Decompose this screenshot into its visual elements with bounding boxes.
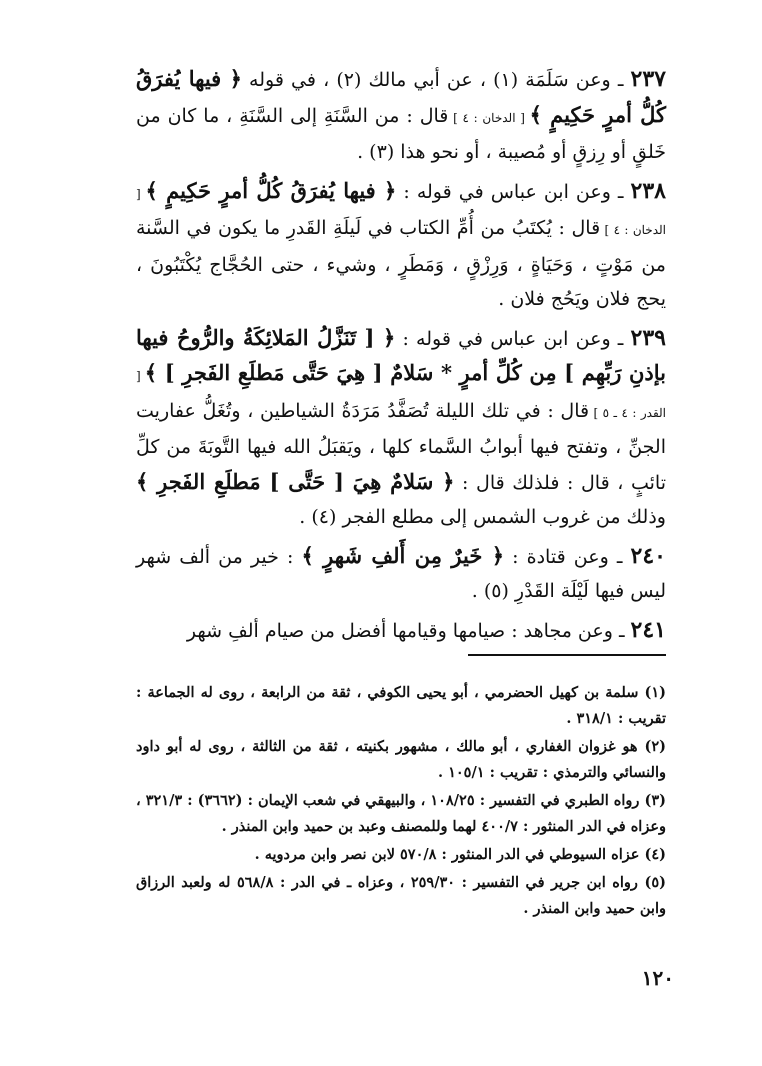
entry-text: ـ وعن سَلَمَة (١) ، عن أبي مالك (٢) ، في قوله bbox=[241, 69, 631, 91]
quran-verse: ﴿ خَيرٌ مِن أَلفِ شَهرٍ ﴾ bbox=[301, 542, 504, 568]
entry-number: ٢٣٩ bbox=[630, 324, 666, 351]
entry-text: ـ وعن ابن عباس في قوله : bbox=[395, 327, 631, 350]
entry-238 bbox=[136, 174, 666, 317]
entry-number: ٢٣٨ bbox=[630, 177, 666, 204]
entry-text: ـ وعن قتادة : bbox=[504, 545, 631, 568]
quran-verse: ﴿ فيها يُفرَقُ كُلُّ أمرٍ حَكِيمٍ ﴾ bbox=[145, 177, 397, 203]
footnote-1: (١) سلمة بن كهيل الحضرمي ، أبو يحيى الكوفي ، ثقة من الرابعة ، روى له الجماعة : تقريب : ٣١٨/١ . bbox=[136, 684, 666, 727]
entry-text: ـ وعن ابن عباس في قوله : bbox=[396, 180, 631, 203]
entry-text: : خير من ألف شهر ليس فيها لَيْلَة القَدْرِ (٥) . bbox=[136, 545, 666, 602]
quran-verse: ﴿ [ تَنَزَّلُ المَلائِكَةُ والرُّوحُ فيها بإذنِ رَبِّهِم ] مِن كُلِّ أمرٍ * سَلامٌ [ هِيَ حَتَّى مَطلَعِ الفَجرِ ] ﴾ bbox=[136, 324, 666, 385]
page-number: ١٢٠ bbox=[641, 966, 674, 990]
verse-reference: [ القدر : ٤ ـ ٥ ] bbox=[136, 369, 667, 420]
quran-verse: ﴿ سَلامٌ هِيَ [ حَتَّى ] مَطلَعِ الفَجرِ ﴾ bbox=[136, 468, 455, 494]
footnotes bbox=[136, 680, 666, 924]
verse-reference: [ الدخان : ٤ ] bbox=[448, 110, 530, 125]
entry-number: ٢٤٠ bbox=[630, 542, 666, 569]
footnote-separator bbox=[468, 654, 666, 656]
entry-text: قال : يُكتَبُ من أُمِّ الكتاب في لَيلَةِ القَدرِ ما يكون في السَّنة من مَوْتٍ ، وَحَيَاةٍ ، وَرِزْقٍ ، وَمَطَرٍ ، وشيء ، حتى الحُجَّاج يُكْتَبُونَ ، يحج فلان ويَحُج فلان . bbox=[136, 217, 666, 310]
entry-241 bbox=[136, 613, 666, 649]
entry-text: ـ وعن مجاهد : صيامها وقيامها أفضل من صيام ألفِ شهر bbox=[186, 619, 631, 642]
entry-number: ٢٤١ bbox=[630, 616, 666, 643]
quran-verse: ﴿ فيها يُفرَقُ كُلُّ أمرٍ حَكِيمٍ ﴾ bbox=[136, 66, 667, 127]
entry-number: ٢٣٧ bbox=[630, 66, 666, 92]
footnote-3: (٣) رواه الطبري في التفسير : ١٠٨/٢٥ ، والبيهقي في شعب الإيمان : (٣٦٦٢) : ٣٢١/٣ ، وعزاه في الدر المنثور : ٤٠٠/٧ لهما وللمصنف وعبد بن حميد وابن المنذر . bbox=[136, 792, 667, 835]
entry-237 bbox=[136, 62, 666, 170]
footnote-2: (٢) هو غزوان الغفاري ، أبو مالك ، مشهور بكنيته ، ثقة من الثالثة ، روى له أبو داود والنسائي والترمذي : تقريب : ١٠٥/١ . bbox=[136, 738, 666, 781]
footnote-5: (٥) رواه ابن جرير في التفسير : ٢٥٩/٣٠ ، وعزاه ـ في الدر : ٥٦٨/٨ له ولعبد الرزاق وابن حميد وابن المنذر . bbox=[136, 874, 666, 917]
verse-reference: [ الدخان : ٤ ] bbox=[136, 186, 666, 237]
entry-240 bbox=[136, 539, 666, 609]
entry-text: قال : في تلك الليلة تُصَفَّدُ مَرَدَةُ الشياطين ، وتُغَلُّ عفاريت الجنِّ ، وتفتح فيها أبوابُ السَّماء كلها ، ويَقبَلُ الله فيها التَّوبَةَ من كلِّ تائبٍ ، قال : فلذلك قال : bbox=[136, 399, 666, 494]
entry-text: وذلك من غروب الشمس إلى مطلع الفجر (٤) . bbox=[299, 506, 666, 528]
footnote-4: (٤) عزاه السيوطي في الدر المنثور : ٥٧٠/٨ لابن نصر وابن مردويه . bbox=[254, 846, 666, 863]
entry-239 bbox=[136, 321, 666, 535]
entry-text: قال : من السَّنَةِ إلى السَّنَةِ ، ما كان من خَلقٍ أو رِزقٍ أو مُصيبة ، أو نحو هذا (٣) . bbox=[136, 104, 666, 163]
main-text bbox=[136, 62, 666, 652]
